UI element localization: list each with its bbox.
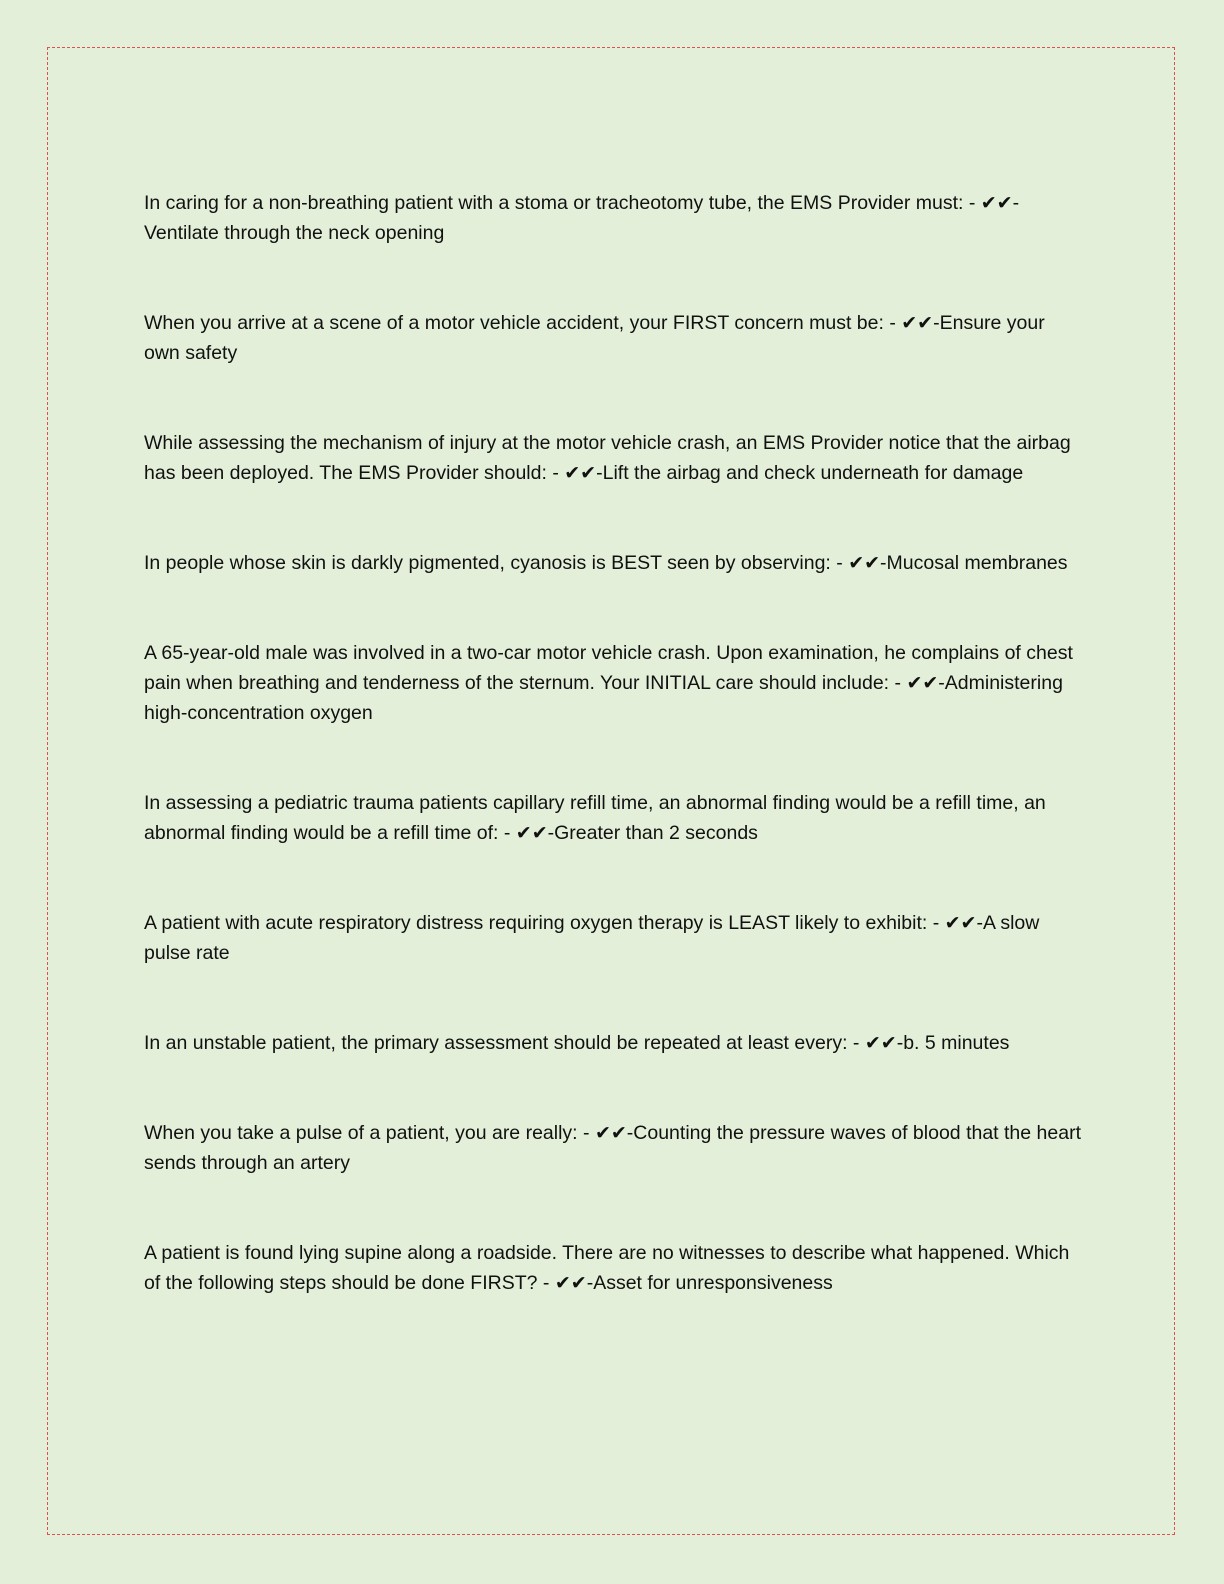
question-text: A 65-year-old male was involved in a two-car motor vehicle crash. Upon examination, he complains of chest pain when breathing and tenderness of the sternum. Your INITIAL care should include: [144, 642, 1073, 694]
separator: - [883, 312, 902, 334]
answer-text: Ensure your own safety [144, 312, 1045, 364]
double-check-icon: ✔✔ [901, 312, 934, 334]
separator: - [626, 1122, 634, 1144]
answer-text: Asset for unresponsiveness [593, 1272, 833, 1294]
separator: - [586, 1272, 594, 1294]
qa-item [144, 1118, 1084, 1178]
qa-item [144, 428, 1084, 488]
qa-item [144, 548, 1084, 578]
question-text: While assessing the mechanism of injury at the motor vehicle crash, an EMS Provider notice that the airbag has been deployed. The EMS Provider should: [144, 432, 1071, 484]
answer-text: Greater than 2 seconds [554, 822, 758, 844]
double-check-icon: ✔✔ [864, 1032, 897, 1054]
answer-text: A slow pulse rate [144, 912, 1040, 964]
answer-text: Lift the airbag and check underneath for damage [602, 462, 1024, 484]
question-text: In caring for a non-breathing patient with a stoma or tracheotomy tube, the EMS Provider must: [144, 192, 964, 214]
qa-item [144, 908, 1084, 968]
question-text: When you arrive at a scene of a motor vehicle accident, your FIRST concern must be: [144, 312, 884, 334]
separator: - [927, 912, 945, 934]
qa-item [144, 188, 1084, 248]
answer-text: Mucosal membranes [886, 552, 1068, 574]
answer-text: Ventilate through the neck opening [144, 222, 445, 244]
separator: - [1012, 192, 1020, 214]
question-text: In people whose skin is darkly pigmented, cyanosis is BEST seen by observing: [144, 552, 831, 574]
qa-item [144, 1238, 1084, 1298]
separator: - [963, 192, 981, 214]
separator: - [596, 462, 603, 484]
double-check-icon: ✔✔ [980, 192, 1013, 214]
separator: - [847, 1032, 865, 1054]
separator: - [537, 1272, 555, 1294]
double-check-icon: ✔✔ [554, 1272, 587, 1294]
document-body [144, 188, 1084, 1298]
double-check-icon: ✔✔ [944, 912, 977, 934]
double-check-icon: ✔✔ [906, 672, 939, 694]
question-text: A patient with acute respiratory distress requiring oxygen therapy is LEAST likely to exhibit: [144, 912, 928, 934]
separator: - [830, 552, 849, 574]
answer-text: Administering high-concentration oxygen [144, 672, 1063, 724]
question-text: In an unstable patient, the primary assessment should be repeated at least every: [144, 1032, 848, 1054]
separator: - [546, 462, 565, 484]
double-check-icon: ✔✔ [564, 462, 597, 484]
separator: - [577, 1122, 595, 1144]
question-text: A patient is found lying supine along a roadside. There are no witnesses to describe what happened. Which of the following steps should be done FIRST? [144, 1242, 1070, 1294]
answer-text: Counting the pressure waves of blood that the heart sends through an artery [144, 1122, 1081, 1174]
qa-item [144, 308, 1084, 368]
double-check-icon: ✔✔ [515, 822, 548, 844]
question-text: In assessing a pediatric trauma patients capillary refill time, an abnormal finding would be a refill time, an abnormal finding would be a refill time of: [144, 792, 1046, 844]
separator: - [938, 672, 945, 694]
question-text: When you take a pulse of a patient, you are really: [144, 1122, 578, 1144]
separator: - [498, 822, 516, 844]
qa-item [144, 1028, 1084, 1058]
separator: - [889, 672, 907, 694]
separator: - [976, 912, 983, 934]
double-check-icon: ✔✔ [594, 1122, 627, 1144]
answer-text: b. 5 minutes [903, 1032, 1010, 1054]
separator: - [933, 312, 940, 334]
qa-item [144, 788, 1084, 848]
double-check-icon: ✔✔ [848, 552, 881, 574]
separator: - [896, 1032, 904, 1054]
separator: - [547, 822, 555, 844]
separator: - [880, 552, 887, 574]
qa-item [144, 638, 1084, 728]
